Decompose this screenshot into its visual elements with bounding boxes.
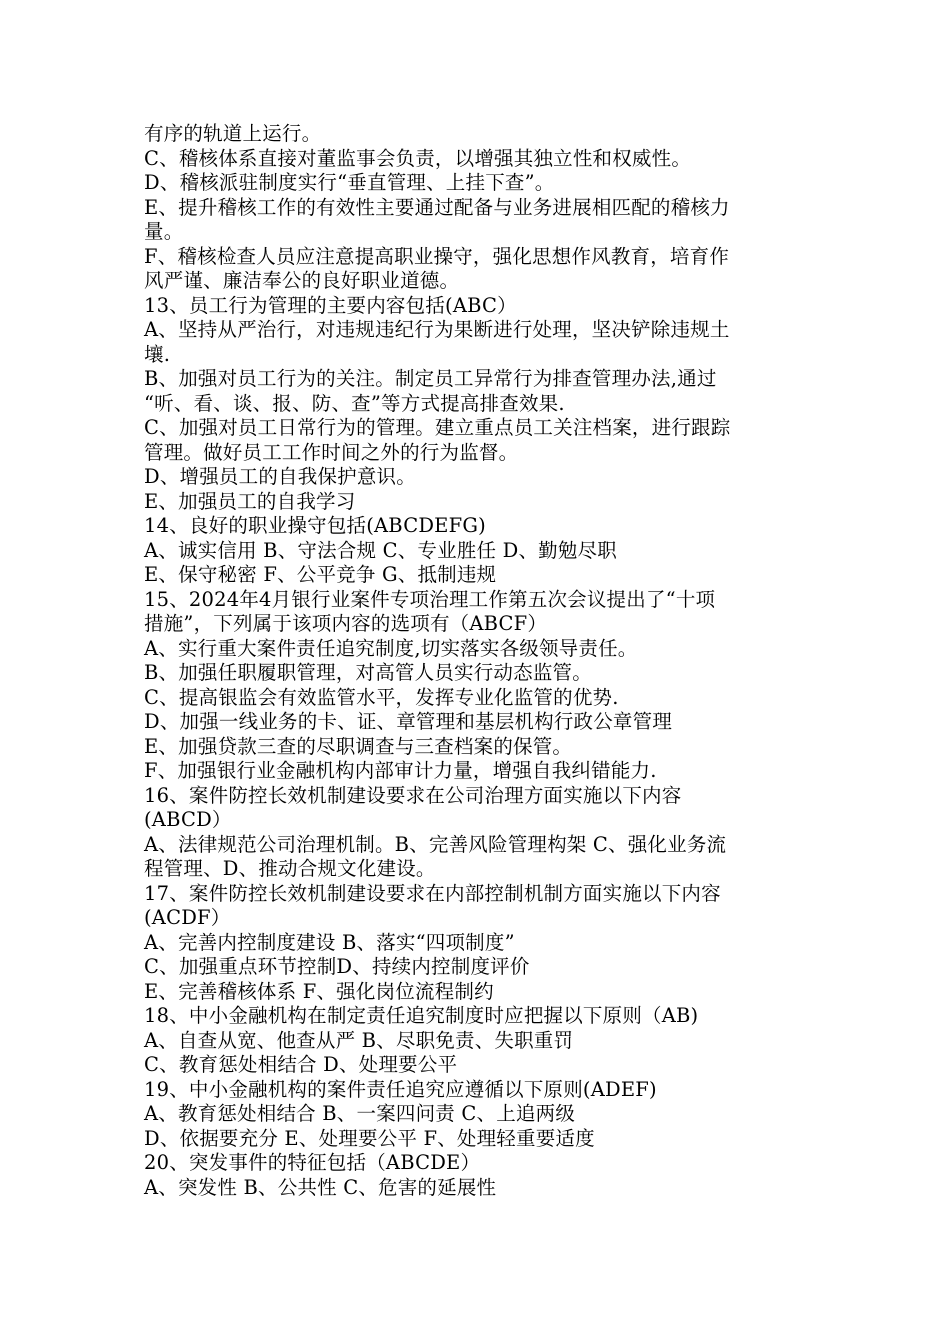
question-heading: 14、良好的职业操守包括(ABCDEFG) [144, 514, 486, 537]
text-line: “听、看、谈、报、防、查”等方式提高排查效果. [144, 391, 565, 415]
text-line: 有序的轨道上运行。 [144, 122, 322, 145]
text-line: 风严谨、廉洁奉公的良好职业道德。 [144, 269, 460, 292]
text-line: E、提升稽核工作的有效性主要通过配备与业务进展相匹配的稽核力 [144, 195, 730, 219]
text-line: (ABCD） [144, 808, 232, 831]
text-line: E、保守秘密 F、公平竞争 G、抵制违规 [144, 563, 497, 586]
text-line: A、法律规范公司治理机制。B、完善风险管理构架 C、强化业务流 [144, 832, 727, 856]
text-line: D、增强员工的自我保护意识。 [144, 465, 416, 488]
text-line: E、加强贷款三查的尽职调查与三查档案的保管。 [144, 734, 573, 758]
text-line: A、坚持从严治行，对违规违纪行为果断进行处理，坚决铲除违规土 [144, 318, 730, 341]
text-line: B、加强任职履职管理，对高管人员实行动态监管。 [144, 661, 592, 684]
text-line: A、完善内控制度建设 B、落实“四项制度” [144, 930, 515, 954]
text-line: C、加强重点环节控制D、持续内控制度评价 [144, 955, 530, 978]
question-heading: 17、案件防控长效机制建设要求在内部控制机制方面实施以下内容 [144, 881, 721, 905]
question-heading: 19、中小金融机构的案件责任追究应遵循以下原则(ADEF) [144, 1077, 657, 1101]
text-line: D、依据要充分 E、处理要公平 F、处理轻重要适度 [144, 1126, 595, 1150]
question-heading: 13、员工行为管理的主要内容包括(ABC） [144, 293, 517, 317]
text-line: A、自查从宽、他查从严 B、尽职免责、失职重罚 [144, 1028, 574, 1052]
text-line: 程管理、D、推动合规文化建设。 [144, 857, 436, 880]
text-line: 壤. [144, 342, 171, 366]
text-line: 量。 [144, 220, 184, 243]
text-line: 措施”，下列属于该项内容的选项有（ABCF） [144, 612, 548, 635]
text-line: E、完善稽核体系 F、强化岗位流程制约 [144, 979, 494, 1003]
text-line: (ACDF） [144, 906, 231, 929]
question-heading: 16、案件防控长效机制建设要求在公司治理方面实施以下内容 [144, 783, 682, 807]
question-heading: 15、2024年4月银行业案件专项治理工作第五次会议提出了“十项 [144, 587, 716, 611]
text-line: A、实行重大案件责任追究制度,切实落实各级领导责任。 [144, 636, 638, 660]
text-line: C、提高银监会有效监管水平，发挥专业化监管的优势. [144, 685, 619, 709]
text-line: A、诚实信用 B、守法合规 C、专业胜任 D、勤勉尽职 [144, 538, 617, 562]
text-line: A、突发性 B、公共性 C、危害的延展性 [144, 1175, 497, 1199]
text-line: F、加强银行业金融机构内部审计力量，增强自我纠错能力. [144, 759, 657, 782]
document-body [144, 122, 812, 1200]
text-line: C、教育惩处相结合 D、处理要公平 [144, 1053, 458, 1076]
text-line: A、教育惩处相结合 B、一案四问责 C、上追两级 [144, 1102, 576, 1125]
text-line: B、加强对员工行为的关注。制定员工异常行为排查管理办法,通过 [144, 367, 717, 390]
text-line: C、加强对员工日常行为的管理。建立重点员工关注档案，进行跟踪 [144, 416, 731, 439]
text-line: E、加强员工的自我学习 [144, 489, 356, 513]
text-line: D、加强一线业务的卡、证、章管理和基层机构行政公章管理 [144, 710, 673, 733]
text-line: D、稽核派驻制度实行“垂直管理、上挂下查”。 [144, 171, 555, 194]
question-heading: 18、中小金融机构在制定责任追究制度时应把握以下原则（AB) [144, 1004, 699, 1027]
text-line: 管理。做好员工工作时间之外的行为监督。 [144, 440, 519, 464]
text-line: F、稽核检查人员应注意提高职业操守，强化思想作风教育，培育作 [144, 244, 730, 268]
question-heading: 20、突发事件的特征包括（ABCDE） [144, 1151, 481, 1174]
text-line: C、稽核体系直接对董监事会负责，以增强其独立性和权威性。 [144, 146, 692, 170]
